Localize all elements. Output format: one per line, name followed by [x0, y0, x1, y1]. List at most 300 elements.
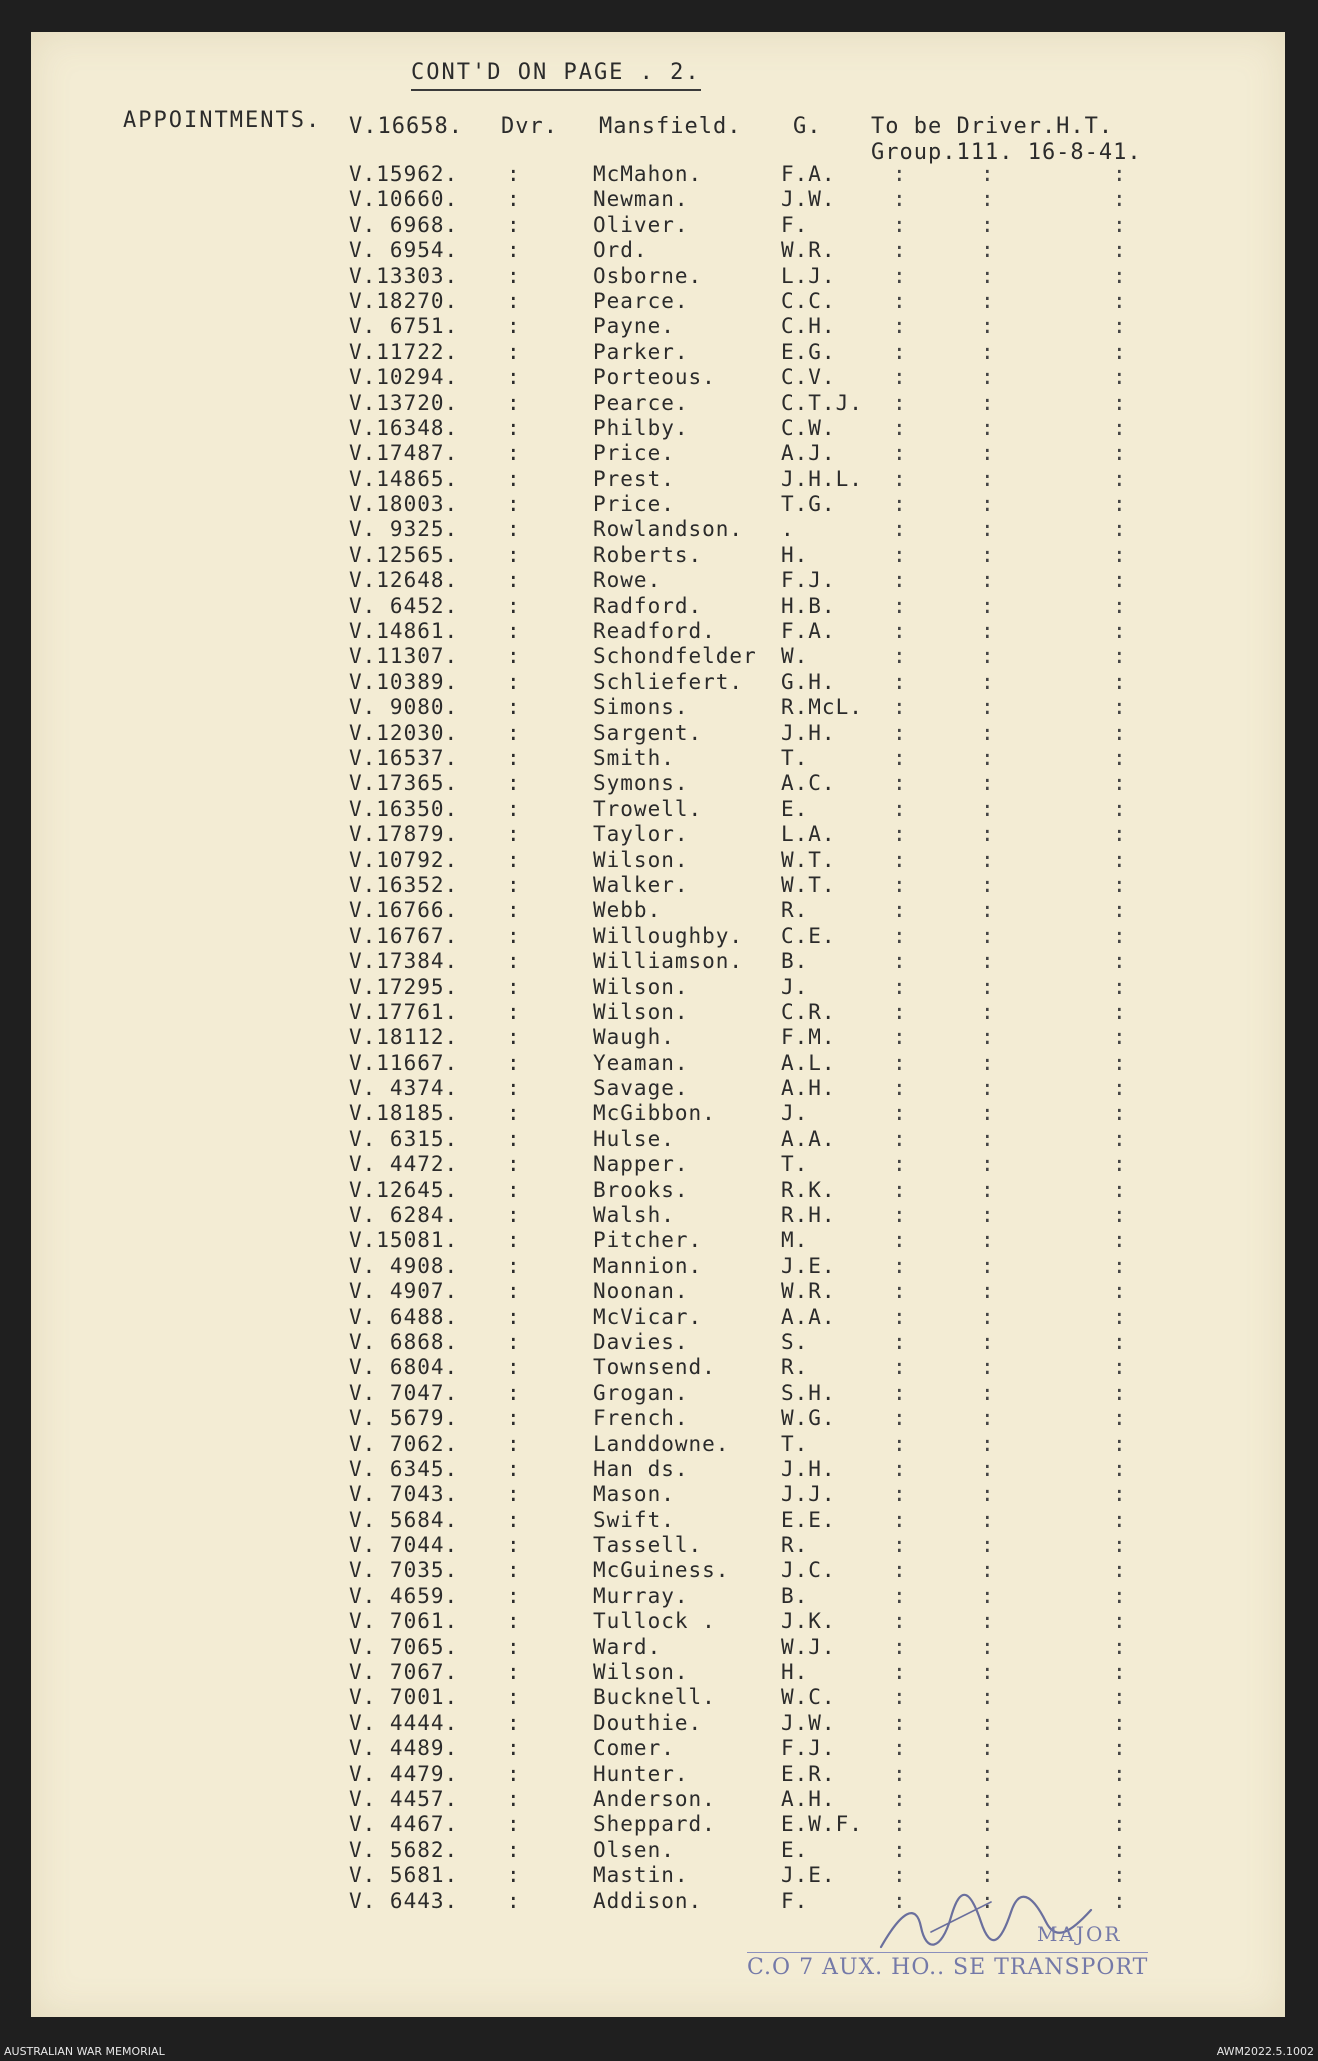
ditto-mark: : — [893, 1329, 907, 1354]
ditto-mark: : — [981, 1101, 995, 1126]
ditto-mark: : — [893, 1482, 907, 1507]
ditto-mark: : — [1113, 238, 1127, 263]
ditto-mark: : — [981, 1482, 995, 1507]
entry-surname: Mastin. — [593, 1863, 689, 1888]
ditto-mark: : — [893, 974, 907, 999]
list-item — [31, 391, 1285, 416]
ditto-mark: : — [893, 1736, 907, 1761]
ditto-mark: : — [981, 415, 995, 440]
ditto-mark: : — [893, 1660, 907, 1685]
ditto-mark: : — [507, 1279, 521, 1304]
list-item — [31, 1152, 1285, 1177]
ditto-mark: : — [893, 745, 907, 770]
first-entry-note-group: Group.111. 16-8-41. — [871, 140, 1142, 165]
entry-surname: Sheppard. — [593, 1812, 716, 1837]
entry-number: V.11307. — [349, 644, 459, 669]
ditto-mark: : — [1113, 593, 1127, 618]
entry-number: V. 7001. — [349, 1685, 459, 1710]
list-item — [31, 1101, 1285, 1126]
ditto-mark: : — [1113, 1126, 1127, 1151]
entry-initials: A.A. — [781, 1126, 836, 1151]
entry-number: V.17879. — [349, 822, 459, 847]
list-item — [31, 264, 1285, 289]
entry-initials: W.R. — [781, 1279, 836, 1304]
entry-surname: Noonan. — [593, 1279, 689, 1304]
ditto-mark: : — [981, 1279, 995, 1304]
entry-number: V.17295. — [349, 974, 459, 999]
ditto-mark: : — [507, 517, 521, 542]
entry-number: V.16767. — [349, 923, 459, 948]
entry-surname: Bucknell. — [593, 1685, 716, 1710]
ditto-mark: : — [1113, 923, 1127, 948]
entry-surname: Murray. — [593, 1583, 689, 1608]
section-label: APPOINTMENTS. — [123, 108, 322, 133]
entry-initials: E.E. — [781, 1507, 836, 1532]
ditto-mark: : — [1113, 263, 1127, 288]
list-item — [31, 1558, 1285, 1583]
ditto-mark: : — [893, 619, 907, 644]
entry-number: V. 6968. — [349, 212, 459, 237]
entry-number: V.16350. — [349, 796, 459, 821]
entry-surname: Wilson. — [593, 1660, 689, 1685]
ditto-mark: : — [1113, 1888, 1127, 1913]
ditto-mark: : — [507, 390, 521, 415]
ditto-mark: : — [1113, 1482, 1127, 1507]
ditto-mark: : — [981, 1050, 995, 1075]
ditto-mark: : — [1113, 644, 1127, 669]
ditto-mark: : — [507, 695, 521, 720]
list-item — [31, 848, 1285, 873]
entry-surname: Pearce. — [593, 390, 689, 415]
ditto-mark: : — [981, 1837, 995, 1862]
ditto-mark: : — [1113, 441, 1127, 466]
list-item — [31, 517, 1285, 542]
ditto-mark: : — [507, 1583, 521, 1608]
entry-initials: G.H. — [781, 669, 836, 694]
ditto-mark: : — [893, 898, 907, 923]
entry-initials: A.J. — [781, 441, 836, 466]
list-item — [31, 1584, 1285, 1609]
list-item — [31, 1508, 1285, 1533]
ditto-mark: : — [893, 1279, 907, 1304]
ditto-mark: : — [507, 263, 521, 288]
ditto-mark: : — [981, 720, 995, 745]
entry-initials: L.A. — [781, 822, 836, 847]
ditto-mark: : — [1113, 949, 1127, 974]
ditto-mark: : — [507, 1406, 521, 1431]
list-item — [31, 289, 1285, 314]
ditto-mark: : — [981, 1380, 995, 1405]
entry-surname: Sargent. — [593, 720, 703, 745]
ditto-mark: : — [893, 923, 907, 948]
entry-initials: J.E. — [781, 1863, 836, 1888]
entry-number: V. 4489. — [349, 1736, 459, 1761]
ditto-mark: : — [981, 466, 995, 491]
ditto-mark: : — [981, 771, 995, 796]
ditto-mark: : — [981, 1152, 995, 1177]
entry-surname: Hulse. — [593, 1126, 675, 1151]
list-item — [31, 1406, 1285, 1431]
ditto-mark: : — [507, 1177, 521, 1202]
list-item — [31, 975, 1285, 1000]
ditto-mark: : — [1113, 974, 1127, 999]
ditto-mark: : — [981, 1812, 995, 1837]
ditto-mark: : — [893, 1355, 907, 1380]
entry-number: V.16352. — [349, 872, 459, 897]
ditto-mark: : — [507, 872, 521, 897]
list-item — [31, 492, 1285, 517]
ditto-mark: : — [1113, 1837, 1127, 1862]
entry-number: V. 9080. — [349, 695, 459, 720]
list-item — [31, 1660, 1285, 1685]
ditto-mark: : — [1113, 1685, 1127, 1710]
entry-number: V.15081. — [349, 1228, 459, 1253]
ditto-mark: : — [981, 1076, 995, 1101]
ditto-mark: : — [507, 898, 521, 923]
ditto-mark: : — [1113, 1279, 1127, 1304]
ditto-mark: : — [507, 288, 521, 313]
entry-initials: F.A. — [781, 619, 836, 644]
entry-surname: Oliver. — [593, 212, 689, 237]
list-item — [31, 441, 1285, 466]
ditto-mark: : — [893, 1152, 907, 1177]
ditto-mark: : — [1113, 999, 1127, 1024]
ditto-mark: : — [507, 644, 521, 669]
ditto-mark: : — [893, 1863, 907, 1888]
entry-surname: Waugh. — [593, 1025, 675, 1050]
ditto-mark: : — [507, 212, 521, 237]
list-item — [31, 1609, 1285, 1634]
ditto-mark: : — [507, 542, 521, 567]
ditto-mark: : — [893, 1050, 907, 1075]
list-item — [31, 1228, 1285, 1253]
entry-initials: F. — [781, 212, 809, 237]
stamp-unit: C.O 7 AUX. HO.. SE TRANSPORT — [747, 1952, 1148, 1980]
entry-number: V. 6804. — [349, 1355, 459, 1380]
entry-initials: J.W. — [781, 187, 836, 212]
list-item — [31, 746, 1285, 771]
entry-initials: T. — [781, 1152, 809, 1177]
ditto-mark: : — [981, 390, 995, 415]
ditto-mark: : — [893, 1253, 907, 1278]
entry-initials: F.J. — [781, 568, 836, 593]
ditto-mark: : — [1113, 1456, 1127, 1481]
ditto-mark: : — [1113, 1203, 1127, 1228]
ditto-mark: : — [981, 822, 995, 847]
entry-number: V.16766. — [349, 898, 459, 923]
ditto-mark: : — [507, 365, 521, 390]
entry-surname: Rowlandson. — [593, 517, 744, 542]
entry-surname: Ord. — [593, 238, 648, 263]
ditto-mark: : — [893, 1634, 907, 1659]
ditto-mark: : — [1113, 1507, 1127, 1532]
ditto-mark: : — [507, 669, 521, 694]
list-item — [31, 1482, 1285, 1507]
entry-surname: Comer. — [593, 1736, 675, 1761]
ditto-mark: : — [893, 1076, 907, 1101]
entry-initials: S. — [781, 1329, 809, 1354]
entry-initials: W. — [781, 644, 809, 669]
entry-number: V. 5684. — [349, 1507, 459, 1532]
ditto-mark: : — [981, 923, 995, 948]
ditto-mark: : — [981, 1533, 995, 1558]
ditto-mark: : — [981, 644, 995, 669]
entry-surname: Wilson. — [593, 847, 689, 872]
ditto-mark: : — [981, 1558, 995, 1583]
entry-surname: Prest. — [593, 466, 675, 491]
list-item — [31, 721, 1285, 746]
entry-number: V. 6345. — [349, 1456, 459, 1481]
entry-number: V. 4472. — [349, 1152, 459, 1177]
entry-surname: Swift. — [593, 1507, 675, 1532]
list-item — [31, 543, 1285, 568]
entry-surname: Simons. — [593, 695, 689, 720]
ditto-mark: : — [507, 238, 521, 263]
ditto-mark: : — [1113, 1634, 1127, 1659]
entry-surname: Price. — [593, 441, 675, 466]
ditto-mark: : — [1113, 1761, 1127, 1786]
ditto-mark: : — [981, 238, 995, 263]
ditto-mark: : — [893, 492, 907, 517]
list-item — [31, 1812, 1285, 1837]
ditto-mark: : — [893, 1025, 907, 1050]
ditto-mark: : — [507, 1152, 521, 1177]
entry-surname: McMahon. — [593, 162, 703, 186]
ditto-mark: : — [1113, 1329, 1127, 1354]
entry-initials: . — [781, 517, 795, 542]
entry-initials: A.H. — [781, 1787, 836, 1811]
ditto-mark: : — [893, 212, 907, 237]
ditto-mark: : — [1113, 1152, 1127, 1177]
entry-initials: C.W. — [781, 415, 836, 440]
ditto-mark: : — [1113, 872, 1127, 897]
ditto-mark: : — [1113, 1050, 1127, 1075]
entry-initials: C.T.J. — [781, 390, 863, 415]
entry-initials: J.J. — [781, 1482, 836, 1507]
list-item — [31, 1432, 1285, 1457]
entry-initials: L.J. — [781, 263, 836, 288]
ditto-mark: : — [507, 999, 521, 1024]
ditto-mark: : — [893, 1533, 907, 1558]
entry-number: V. 6452. — [349, 593, 459, 618]
unit-stamp — [747, 1912, 1187, 1992]
entry-surname: Savage. — [593, 1076, 689, 1101]
ditto-mark: : — [981, 1685, 995, 1710]
ditto-mark: : — [1113, 1253, 1127, 1278]
entry-surname: Douthie. — [593, 1710, 703, 1735]
ditto-mark: : — [1113, 720, 1127, 745]
entry-number: V.17365. — [349, 771, 459, 796]
entry-number: V.17761. — [349, 999, 459, 1024]
ditto-mark: : — [981, 339, 995, 364]
entry-surname: Mannion. — [593, 1253, 703, 1278]
ditto-mark: : — [893, 542, 907, 567]
list-item — [31, 924, 1285, 949]
ditto-mark: : — [893, 1431, 907, 1456]
entry-number: V. 6315. — [349, 1126, 459, 1151]
entry-surname: Anderson. — [593, 1787, 716, 1811]
ditto-mark: : — [1113, 847, 1127, 872]
ditto-mark: : — [981, 187, 995, 212]
ditto-mark: : — [981, 1177, 995, 1202]
ditto-mark: : — [507, 1228, 521, 1253]
ditto-mark: : — [1113, 822, 1127, 847]
entry-surname: Townsend. — [593, 1355, 716, 1380]
ditto-mark: : — [507, 492, 521, 517]
ditto-mark: : — [981, 1583, 995, 1608]
ditto-mark: : — [893, 162, 907, 186]
list-item — [31, 1076, 1285, 1101]
ditto-mark: : — [507, 1507, 521, 1532]
ditto-mark: : — [981, 974, 995, 999]
entry-initials: C.H. — [781, 314, 836, 339]
entry-initials: J.C. — [781, 1558, 836, 1583]
list-item — [31, 467, 1285, 492]
entry-number: V. 6954. — [349, 238, 459, 263]
entry-initials: C.C. — [781, 288, 836, 313]
list-item — [31, 1355, 1285, 1380]
first-entry-number: V.16658. — [349, 114, 463, 139]
ditto-mark: : — [507, 796, 521, 821]
entry-number: V. 5681. — [349, 1863, 459, 1888]
ditto-mark: : — [981, 542, 995, 567]
ditto-mark: : — [981, 695, 995, 720]
list-item — [31, 1381, 1285, 1406]
entry-initials: T. — [781, 745, 809, 770]
ditto-mark: : — [507, 1076, 521, 1101]
ditto-mark: : — [893, 1812, 907, 1837]
entry-surname: Smith. — [593, 745, 675, 770]
ditto-mark: : — [981, 949, 995, 974]
entry-surname: Rowe. — [593, 568, 662, 593]
entry-surname: Davies. — [593, 1329, 689, 1354]
stamp-rank: MAJOR — [1037, 1922, 1122, 1946]
ditto-mark: : — [507, 619, 521, 644]
entry-surname: Roberts. — [593, 542, 703, 567]
list-item — [31, 1787, 1285, 1812]
entry-surname: Hunter. — [593, 1761, 689, 1786]
ditto-mark: : — [981, 1025, 995, 1050]
ditto-mark: : — [893, 1507, 907, 1532]
appointments-list — [31, 162, 1285, 1914]
ditto-mark: : — [981, 365, 995, 390]
ditto-mark: : — [1113, 492, 1127, 517]
ditto-mark: : — [507, 1787, 521, 1811]
entry-number: V.18270. — [349, 288, 459, 313]
ditto-mark: : — [507, 162, 521, 186]
ditto-mark: : — [981, 288, 995, 313]
list-item — [31, 213, 1285, 238]
entry-surname: McGuiness. — [593, 1558, 730, 1583]
entry-surname: Landdowne. — [593, 1431, 730, 1456]
entry-number: V.10389. — [349, 669, 459, 694]
entry-number: V. 7047. — [349, 1380, 459, 1405]
entry-surname: Han ds. — [593, 1456, 689, 1481]
ditto-mark: : — [507, 1355, 521, 1380]
list-item — [31, 314, 1285, 339]
ditto-mark: : — [981, 669, 995, 694]
ditto-mark: : — [893, 949, 907, 974]
entry-surname: Radford. — [593, 593, 703, 618]
entry-number: V.18185. — [349, 1101, 459, 1126]
entry-initials: H.B. — [781, 593, 836, 618]
list-item — [31, 1762, 1285, 1787]
ditto-mark: : — [893, 365, 907, 390]
ditto-mark: : — [893, 1583, 907, 1608]
ditto-mark: : — [1113, 314, 1127, 339]
entry-number: V.12030. — [349, 720, 459, 745]
ditto-mark: : — [893, 796, 907, 821]
ditto-mark: : — [893, 1837, 907, 1862]
ditto-mark: : — [507, 314, 521, 339]
entry-surname: Pearce. — [593, 288, 689, 313]
ditto-mark: : — [507, 1863, 521, 1888]
ditto-mark: : — [507, 1761, 521, 1786]
ditto-mark: : — [893, 1787, 907, 1811]
entry-initials: A.C. — [781, 771, 836, 796]
ditto-mark: : — [1113, 695, 1127, 720]
entry-number: V. 7067. — [349, 1660, 459, 1685]
list-item — [31, 162, 1285, 187]
entry-initials: W.J. — [781, 1634, 836, 1659]
entry-initials: J. — [781, 974, 809, 999]
list-item — [31, 1635, 1285, 1660]
ditto-mark: : — [893, 1203, 907, 1228]
list-item — [31, 644, 1285, 669]
entry-number: V. 4467. — [349, 1812, 459, 1837]
ditto-mark: : — [981, 1329, 995, 1354]
ditto-mark: : — [893, 314, 907, 339]
entry-surname: Pitcher. — [593, 1228, 703, 1253]
ditto-mark: : — [893, 872, 907, 897]
list-item — [31, 340, 1285, 365]
ditto-mark: : — [981, 1456, 995, 1481]
ditto-mark: : — [507, 466, 521, 491]
ditto-mark: : — [507, 1660, 521, 1685]
list-item — [31, 1305, 1285, 1330]
ditto-mark: : — [981, 1228, 995, 1253]
ditto-mark: : — [893, 1304, 907, 1329]
ditto-mark: : — [507, 1685, 521, 1710]
entry-surname: Olsen. — [593, 1837, 675, 1862]
list-item — [31, 797, 1285, 822]
ditto-mark: : — [1113, 1787, 1127, 1811]
ditto-mark: : — [893, 288, 907, 313]
entry-initials: A.A. — [781, 1304, 836, 1329]
ditto-mark: : — [893, 1456, 907, 1481]
ditto-mark: : — [1113, 1101, 1127, 1126]
ditto-mark: : — [893, 593, 907, 618]
entry-number: V. 7035. — [349, 1558, 459, 1583]
ditto-mark: : — [893, 1228, 907, 1253]
entry-number: V. 7065. — [349, 1634, 459, 1659]
ditto-mark: : — [507, 1329, 521, 1354]
entry-initials: E.G. — [781, 339, 836, 364]
entry-initials: T. — [781, 1431, 809, 1456]
ditto-mark: : — [1113, 1304, 1127, 1329]
ditto-mark: : — [507, 771, 521, 796]
entry-number: V.18112. — [349, 1025, 459, 1050]
entry-initials: C.R. — [781, 999, 836, 1024]
list-item — [31, 695, 1285, 720]
ditto-mark: : — [981, 1888, 995, 1913]
entry-number: V. 9325. — [349, 517, 459, 542]
ditto-mark: : — [507, 1050, 521, 1075]
ditto-mark: : — [507, 720, 521, 745]
entry-initials: F. — [781, 1888, 809, 1913]
footer-institution: AUSTRALIAN WAR MEMORIAL — [4, 2045, 165, 2058]
entry-surname: Brooks. — [593, 1177, 689, 1202]
